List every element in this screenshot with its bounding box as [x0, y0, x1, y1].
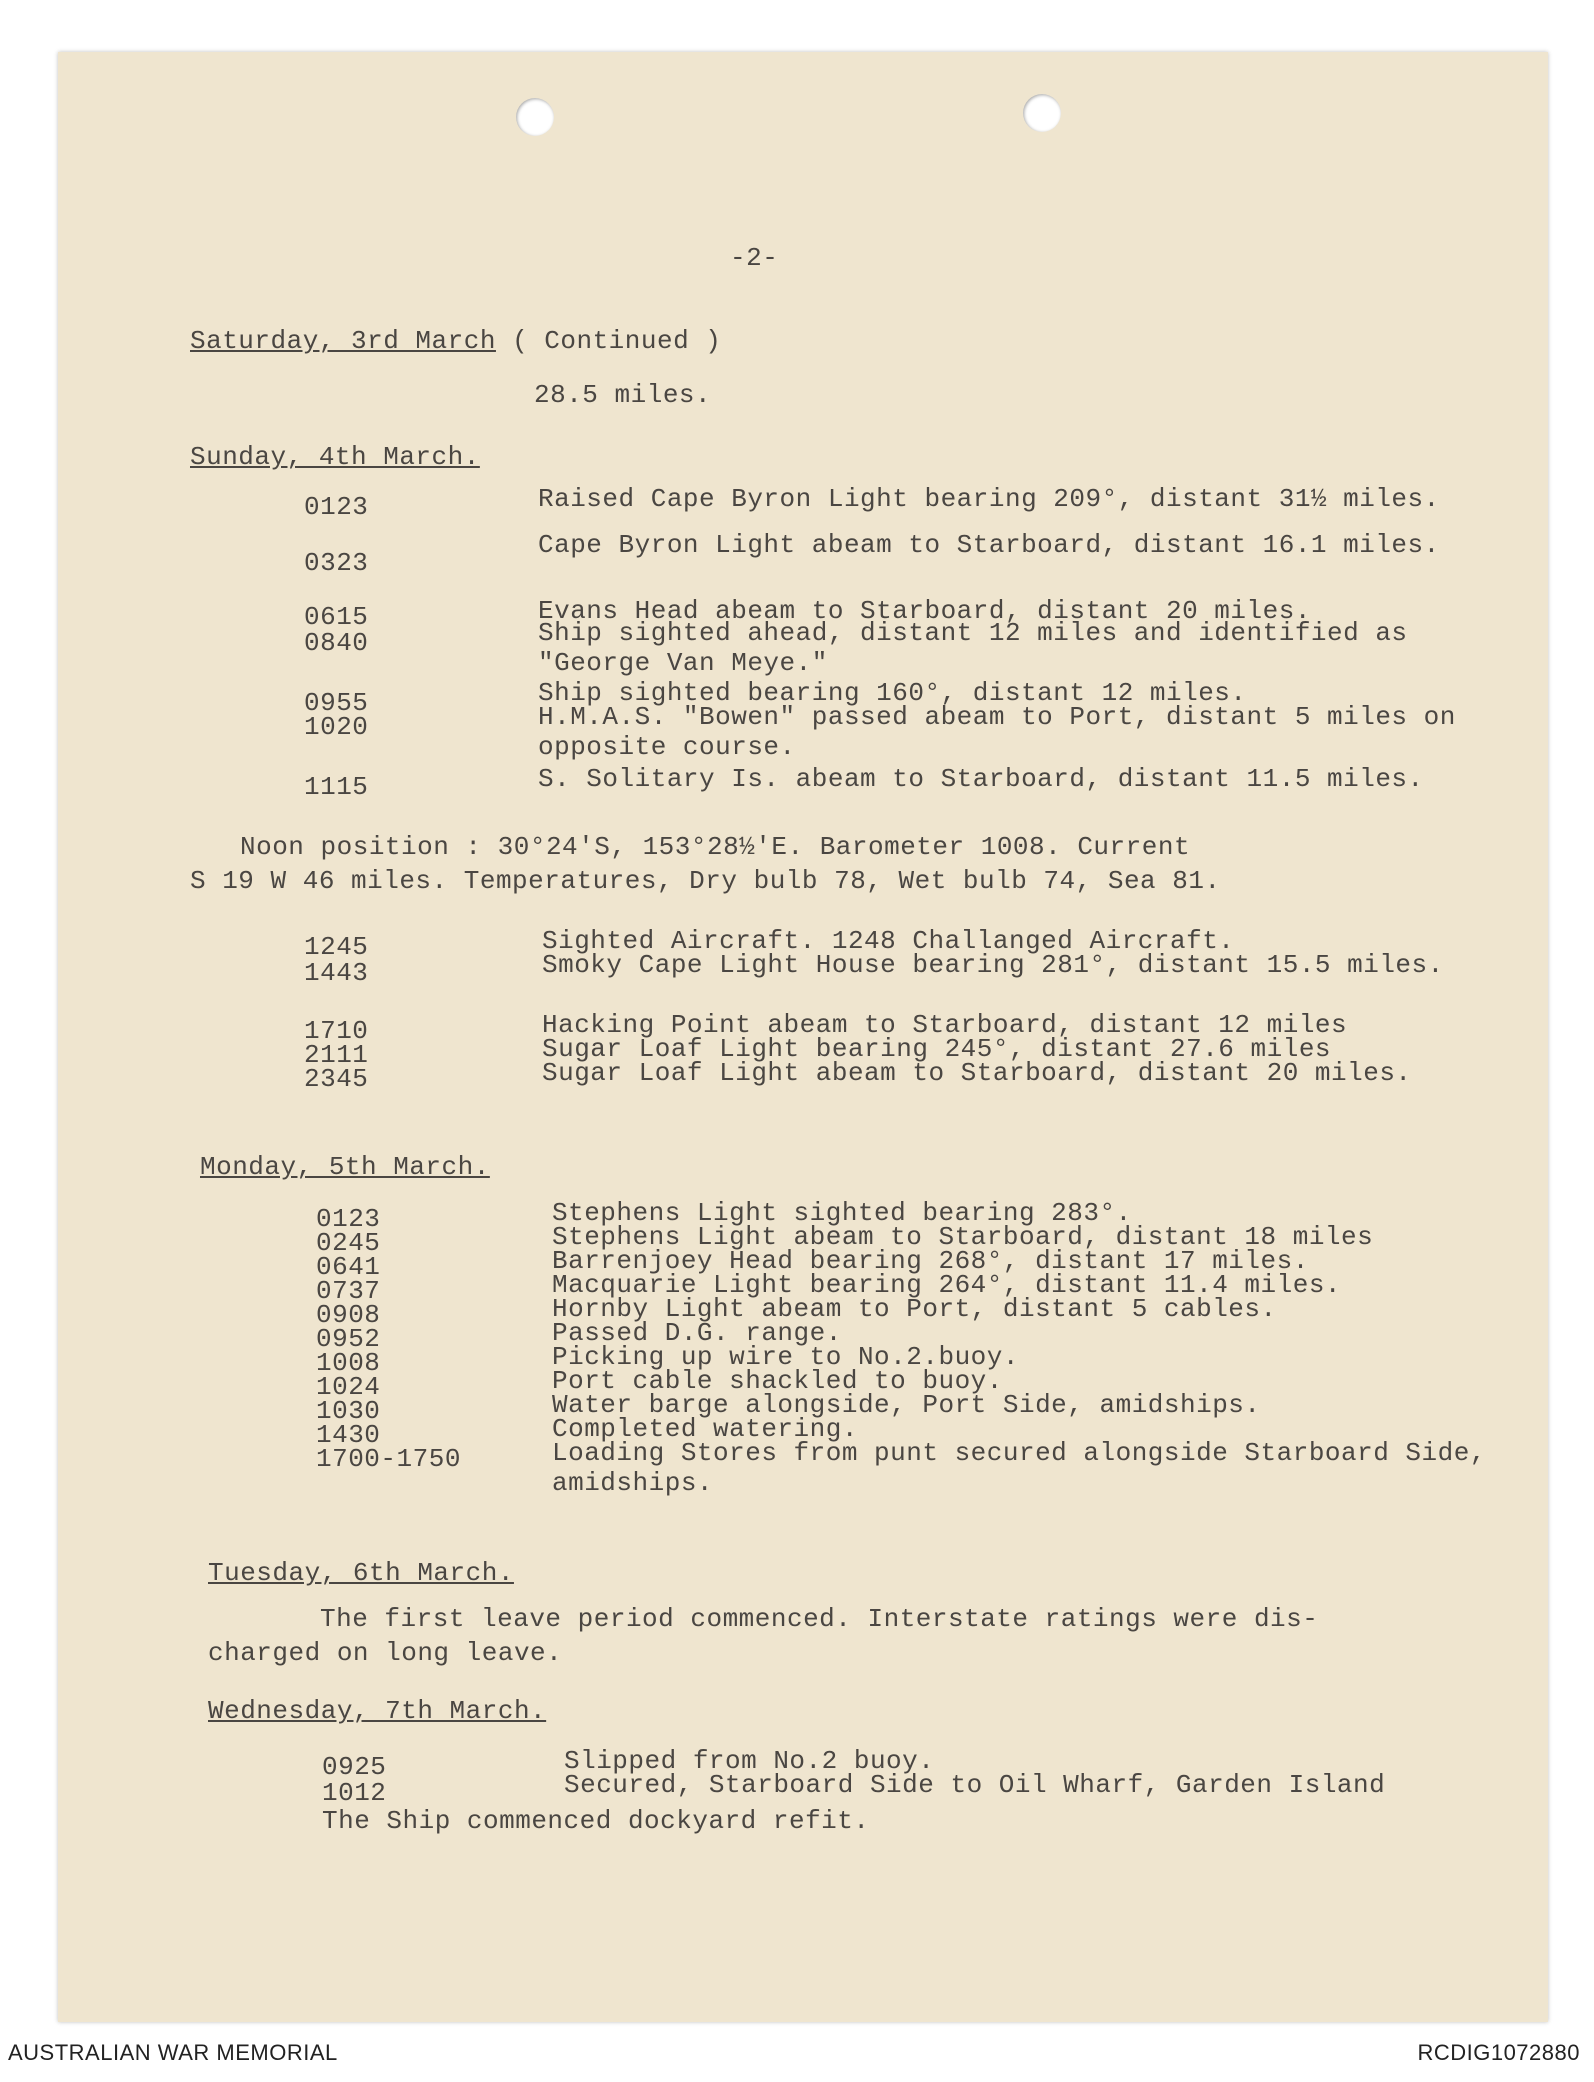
log-time: 0955 [304, 688, 369, 718]
log-entry: Hacking Point abeam to Starboard, distant 12 miles [542, 1010, 1348, 1040]
log-entry: Stephens Light abeam to Starboard, distant 18 miles [552, 1222, 1374, 1252]
section-heading [190, 326, 721, 356]
log-entry: Slipped from No.2 buoy. [564, 1746, 935, 1776]
footer-source: AUSTRALIAN WAR MEMORIAL [8, 2040, 338, 2065]
log-entry: Water barge alongside, Port Side, amidships. [552, 1390, 1261, 1420]
log-time: 0323 [304, 548, 369, 578]
section-heading: Sunday, 4th March. [190, 442, 480, 472]
section-heading: Tuesday, 6th March. [208, 1558, 514, 1588]
log-time: 1030 [316, 1396, 381, 1426]
noon-position-line: S 19 W 46 miles. Temperatures, Dry bulb 78, Wet bulb 74, Sea 81. [190, 866, 1221, 896]
log-time: 0737 [316, 1276, 381, 1306]
log-entry: Barrenjoey Head bearing 268°, distant 17 miles. [552, 1246, 1309, 1276]
distance-note: 28.5 miles. [534, 380, 712, 410]
heading-suffix: ( Continued ) [512, 326, 722, 356]
paragraph-line: charged on long leave. [208, 1638, 563, 1668]
log-time: 0123 [304, 492, 369, 522]
heading-date: Saturday, 3rd March [190, 326, 496, 356]
log-time: 2345 [304, 1064, 369, 1094]
log-entry: Cape Byron Light abeam to Starboard, distant 16.1 miles. [538, 530, 1440, 560]
punch-hole [1023, 94, 1061, 132]
log-entry: Sugar Loaf Light bearing 245°, distant 27.6 miles [542, 1034, 1332, 1064]
log-entry: Macquarie Light bearing 264°, distant 11.4 miles. [552, 1270, 1342, 1300]
log-time: 0123 [316, 1204, 381, 1234]
log-entry: Port cable shackled to buoy. [552, 1366, 1003, 1396]
log-entry: Completed watering. [552, 1414, 858, 1444]
log-entry: Secured, Starboard Side to Oil Wharf, Garden Island [564, 1770, 1386, 1800]
log-time: 2111 [304, 1040, 369, 1070]
log-entry: Picking up wire to No.2.buoy. [552, 1342, 1019, 1372]
log-entry: Sugar Loaf Light abeam to Starboard, distant 20 miles. [542, 1058, 1412, 1088]
log-entry: Smoky Cape Light House bearing 281°, distant 15.5 miles. [542, 950, 1444, 980]
punch-hole [516, 98, 554, 136]
section-heading: Wednesday, 7th March. [208, 1696, 547, 1726]
log-time: 1443 [304, 958, 369, 988]
log-time: 1115 [304, 772, 369, 802]
noon-position-line: Noon position : 30°24'S, 153°28½'E. Barometer 1008. Current [240, 832, 1191, 862]
log-time: 1012 [322, 1778, 387, 1808]
log-entry: S. Solitary Is. abeam to Starboard, distant 11.5 miles. [538, 764, 1424, 794]
log-entry: Ship sighted bearing 160°, distant 12 miles. [538, 678, 1247, 708]
log-time: 1430 [316, 1420, 381, 1450]
log-time: 1020 [304, 712, 369, 742]
closing-line: The Ship commenced dockyard refit. [322, 1806, 870, 1836]
paragraph-line: The first leave period commenced. Interstate ratings were dis- [320, 1604, 1319, 1634]
log-entry: Stephens Light sighted bearing 283°. [552, 1198, 1132, 1228]
log-time: 1710 [304, 1016, 369, 1046]
section-heading: Monday, 5th March. [200, 1152, 490, 1182]
log-time: 1024 [316, 1372, 381, 1402]
log-entry: Ship sighted ahead, distant 12 miles and identified as "George Van Meye." [538, 618, 1408, 678]
log-entry: Evans Head abeam to Starboard, distant 20 miles. [538, 596, 1311, 626]
log-time: 1008 [316, 1348, 381, 1378]
log-entry: H.M.A.S. "Bowen" passed abeam to Port, distant 5 miles on opposite course. [538, 702, 1456, 762]
log-time: 0952 [316, 1324, 381, 1354]
log-time: 1245 [304, 932, 369, 962]
log-time: 0925 [322, 1752, 387, 1782]
log-entry: Sighted Aircraft. 1248 Challanged Aircraft. [542, 926, 1235, 956]
log-time: 0908 [316, 1300, 381, 1330]
log-entry: Raised Cape Byron Light bearing 209°, distant 31½ miles. [538, 484, 1440, 514]
log-time: 1700-1750 [316, 1444, 461, 1474]
log-time: 0245 [316, 1228, 381, 1258]
log-entry: Loading Stores from punt secured alongside Starboard Side, amidships. [552, 1438, 1486, 1498]
page-number: -2- [730, 243, 779, 273]
log-entry: Passed D.G. range. [552, 1318, 842, 1348]
log-time: 0840 [304, 628, 369, 658]
log-time: 0641 [316, 1252, 381, 1282]
log-entry: Hornby Light abeam to Port, distant 5 cables. [552, 1294, 1277, 1324]
log-time: 0615 [304, 602, 369, 632]
footer-id: RCDIG1072880 [1417, 2040, 1580, 2065]
